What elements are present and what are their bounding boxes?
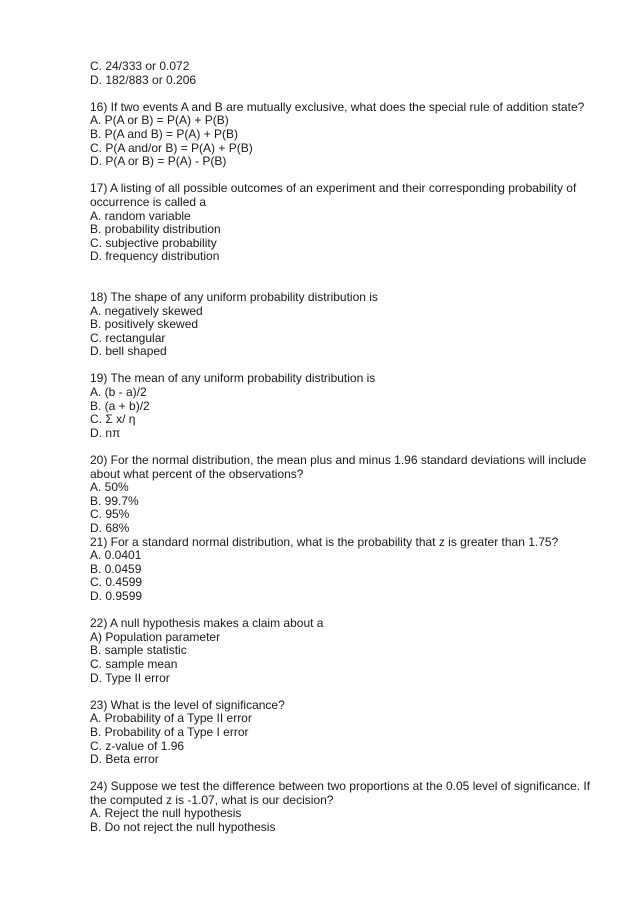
option: A. 50% bbox=[90, 480, 129, 495]
option: C. z-value of 1.96 bbox=[90, 738, 185, 753]
option: D. 0.9599 bbox=[90, 588, 143, 603]
option: C. sample mean bbox=[90, 656, 178, 671]
question-19 bbox=[90, 372, 610, 440]
continuation-options bbox=[90, 60, 610, 87]
option: D. 68% bbox=[90, 521, 130, 535]
question-text: 16) If two events A and B are mutually exclusive, what does the special rule of addition state? bbox=[90, 99, 585, 114]
option: B. 0.0459 bbox=[90, 561, 142, 576]
option: B. positively skewed bbox=[90, 317, 199, 332]
question-text: 23) What is the level of significance? bbox=[90, 697, 285, 712]
question-text: about what percent of the observations? bbox=[90, 466, 304, 481]
option: A. P(A or B) = P(A) + P(B) bbox=[90, 113, 229, 128]
option: A. (b - a)/2 bbox=[90, 385, 147, 400]
option: D. bell shaped bbox=[90, 344, 167, 359]
question-18 bbox=[90, 291, 610, 359]
option: B. (a + b)/2 bbox=[90, 398, 150, 413]
option: C. P(A and/or B) = P(A) + P(B) bbox=[90, 140, 253, 155]
option: D. 182/883 or 0.206 bbox=[90, 72, 197, 87]
option: A. 0.0401 bbox=[90, 548, 142, 563]
question-20 bbox=[90, 454, 610, 536]
question-22 bbox=[90, 617, 610, 685]
option: B. P(A and B) = P(A) + P(B) bbox=[90, 126, 239, 141]
option: B. sample statistic bbox=[90, 643, 187, 658]
question-24 bbox=[90, 780, 610, 834]
option: B. Do not reject the null hypothesis bbox=[90, 820, 276, 835]
question-text: 22) A null hypothesis makes a claim about a bbox=[90, 616, 324, 631]
option: A. Probability of a Type II error bbox=[90, 711, 252, 726]
document-page bbox=[90, 60, 610, 835]
option: D. Beta error bbox=[90, 752, 159, 767]
option: C. 0.4599 bbox=[90, 575, 143, 590]
option: D. Type II error bbox=[90, 670, 170, 685]
question-text: 17) A listing of all possible outcomes of an experiment and their corresponding probability of bbox=[90, 181, 577, 196]
option: D. frequency distribution bbox=[90, 249, 220, 264]
question-text: occurrence is called a bbox=[90, 194, 207, 209]
option: A. random variable bbox=[90, 208, 191, 223]
question-text: 20) For the normal distribution, the mean plus and minus 1.96 standard deviations will include bbox=[90, 453, 587, 468]
option: A) Population parameter bbox=[90, 629, 221, 644]
option: C. subjective probability bbox=[90, 235, 217, 250]
question-21 bbox=[90, 536, 610, 604]
option: C. rectangular bbox=[90, 330, 166, 345]
option: A. Reject the null hypothesis bbox=[90, 806, 242, 821]
question-text: the computed z is -1.07, what is our decision? bbox=[90, 792, 334, 807]
option: B. 99.7% bbox=[90, 493, 139, 508]
question-text: 19) The mean of any uniform probability distribution is bbox=[90, 371, 376, 386]
question-text: 18) The shape of any uniform probability distribution is bbox=[90, 289, 378, 304]
question-17 bbox=[90, 182, 610, 264]
question-text: 24) Suppose we test the difference between two proportions at the 0.05 level of significance. If bbox=[90, 779, 591, 794]
option: B. probability distribution bbox=[90, 222, 221, 237]
option: C. 95% bbox=[90, 507, 130, 522]
option: C. Σ x/ η bbox=[90, 412, 136, 427]
option: C. 24/333 or 0.072 bbox=[90, 59, 190, 73]
option: D. P(A or B) = P(A) - P(B) bbox=[90, 154, 227, 169]
option: A. negatively skewed bbox=[90, 303, 203, 318]
option: B. Probability of a Type I error bbox=[90, 724, 249, 739]
option: D. nπ bbox=[90, 425, 121, 440]
question-text: 21) For a standard normal distribution, what is the probability that z is greater than 1.75? bbox=[90, 534, 559, 549]
question-16 bbox=[90, 101, 610, 169]
question-23 bbox=[90, 699, 610, 767]
